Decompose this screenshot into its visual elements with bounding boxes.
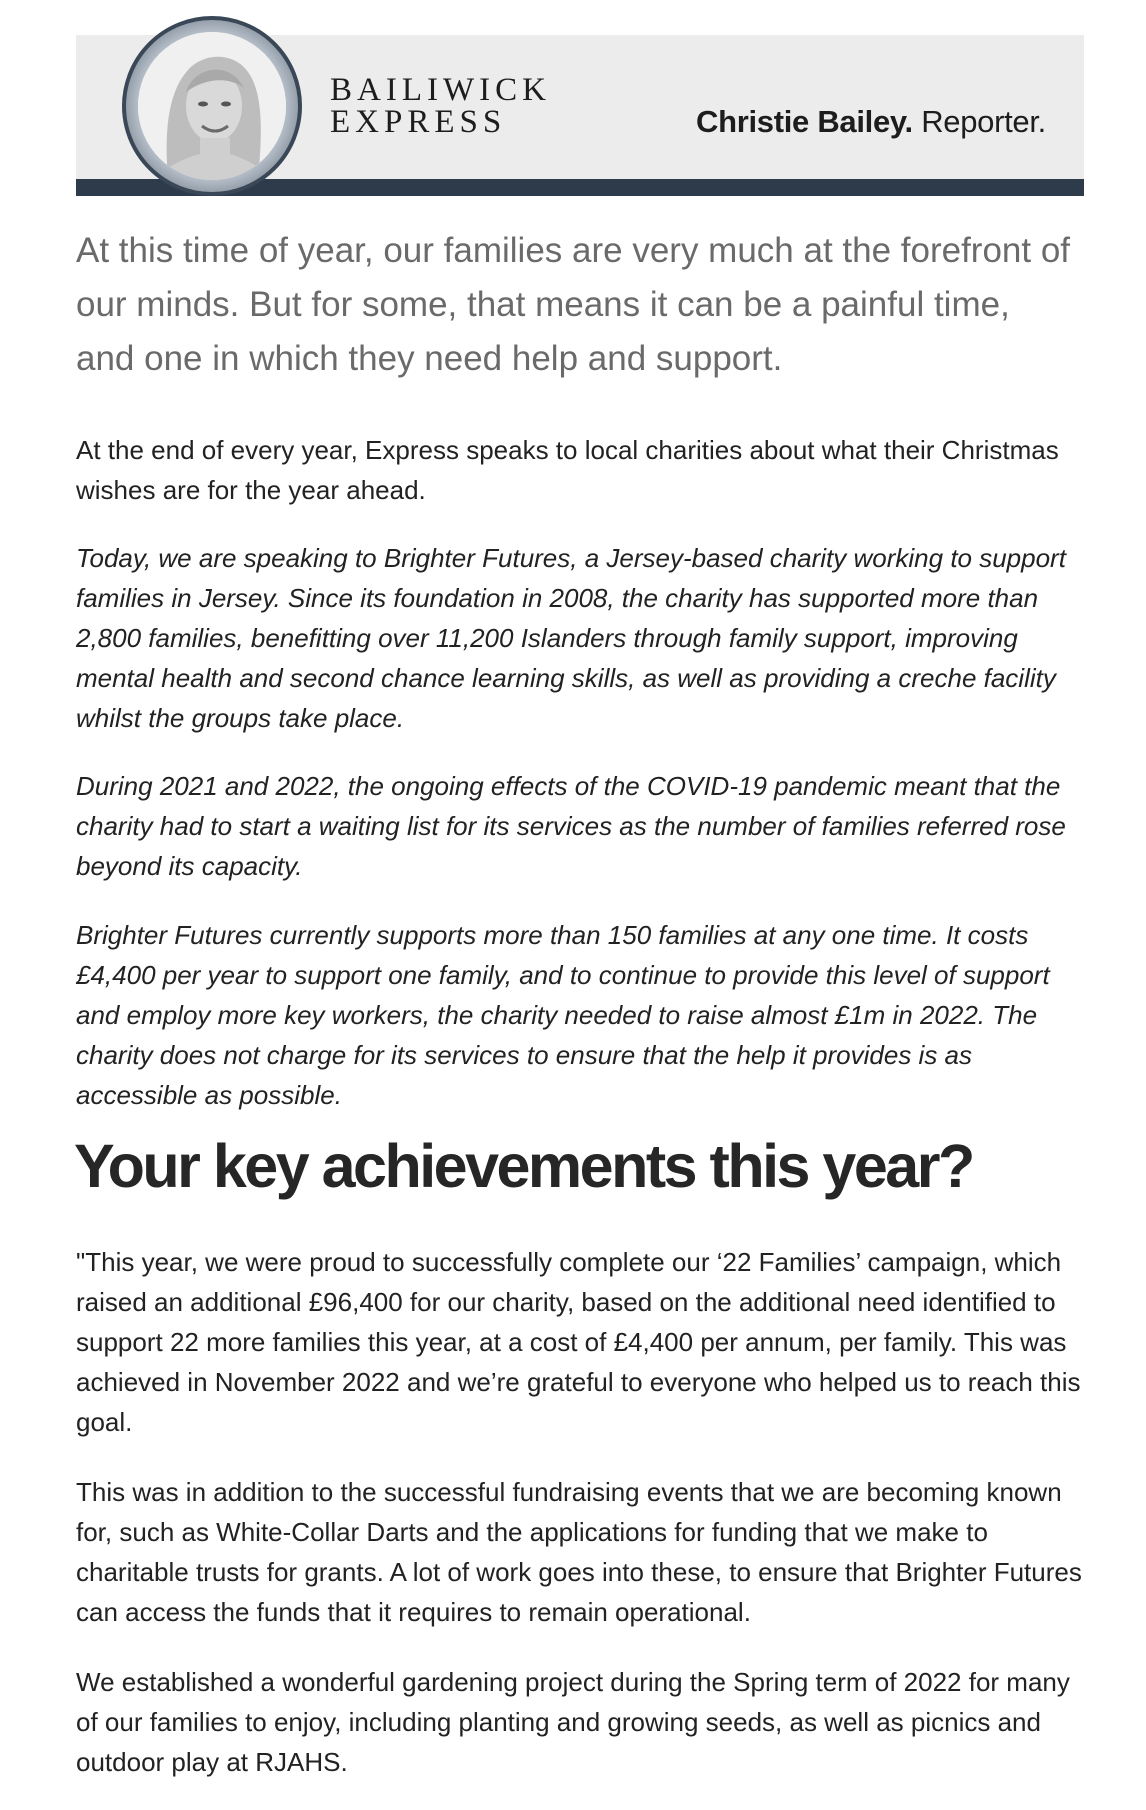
reporter-avatar [122,16,302,196]
reporter-portrait-icon [138,32,286,180]
brand-line-1: BAILIWICK [330,72,551,108]
author-byline [696,104,1046,140]
brand-logo[interactable] [330,74,551,138]
section-heading: Your key achievements this year? [74,1132,973,1200]
section-paragraph: "This year, we were proud to successfully complete our ‘22 Families’ campaign, which raised an additional £96,400 for our charity, based on the additional need identified to support 22 more families this year, at a cost of £4,400 per annum, per family. This was achieved in November 2022 and we’re grateful to everyone who helped us to reach this goal. [76,1247,1081,1437]
brand-line-2: EXPRESS [330,104,507,140]
article-paragraph-italic: During 2021 and 2022, the ongoing effects of the COVID-19 pandemic meant that the charity had to start a waiting list for its services as the number of families referred rose beyond its capacity. [76,771,1066,881]
article-intro: At this time of year, our families are very much at the forefront of our minds. But for some, that means it can be a painful time, and one in which they need help and support. [76,231,1071,378]
section-paragraph: We established a wonderful gardening project during the Spring term of 2022 for many of our families to enjoy, including planting and growing seeds, as well as picnics and outdoor play at RJAHS. [76,1667,1070,1777]
article-paragraph: At the end of every year, Express speaks to local charities about what their Christmas wishes are for the year ahead. [76,435,1059,505]
article-paragraph-italic: Brighter Futures currently supports more than 150 families at any one time. It costs £4,400 per year to support one family, and to continue to provide this level of support and employ more key workers, the charity needed to raise almost £1m in 2022. The charity does not charge for its services to ensure that the help it provides is as accessible as possible. [76,920,1050,1110]
author-role: Reporter. [912,104,1046,139]
article-paragraph-italic: Today, we are speaking to Brighter Futures, a Jersey-based charity working to support families in Jersey. Since its foundation in 2008, the charity has supported more than 2,800 families, benefitting over 11,200 Islanders through family support, improving mental health and second chance learning skills, as well as providing a creche facility whilst the groups take place. [76,543,1066,733]
section-paragraph: This was in addition to the successful fundraising events that we are becoming known for, such as White-Collar Darts and the applications for funding that we make to charitable trusts for grants. A lot of work goes into these, to ensure that Brighter Futures can access the funds that it requires to remain operational. [76,1477,1082,1627]
author-name: Christie Bailey. [695,104,913,139]
